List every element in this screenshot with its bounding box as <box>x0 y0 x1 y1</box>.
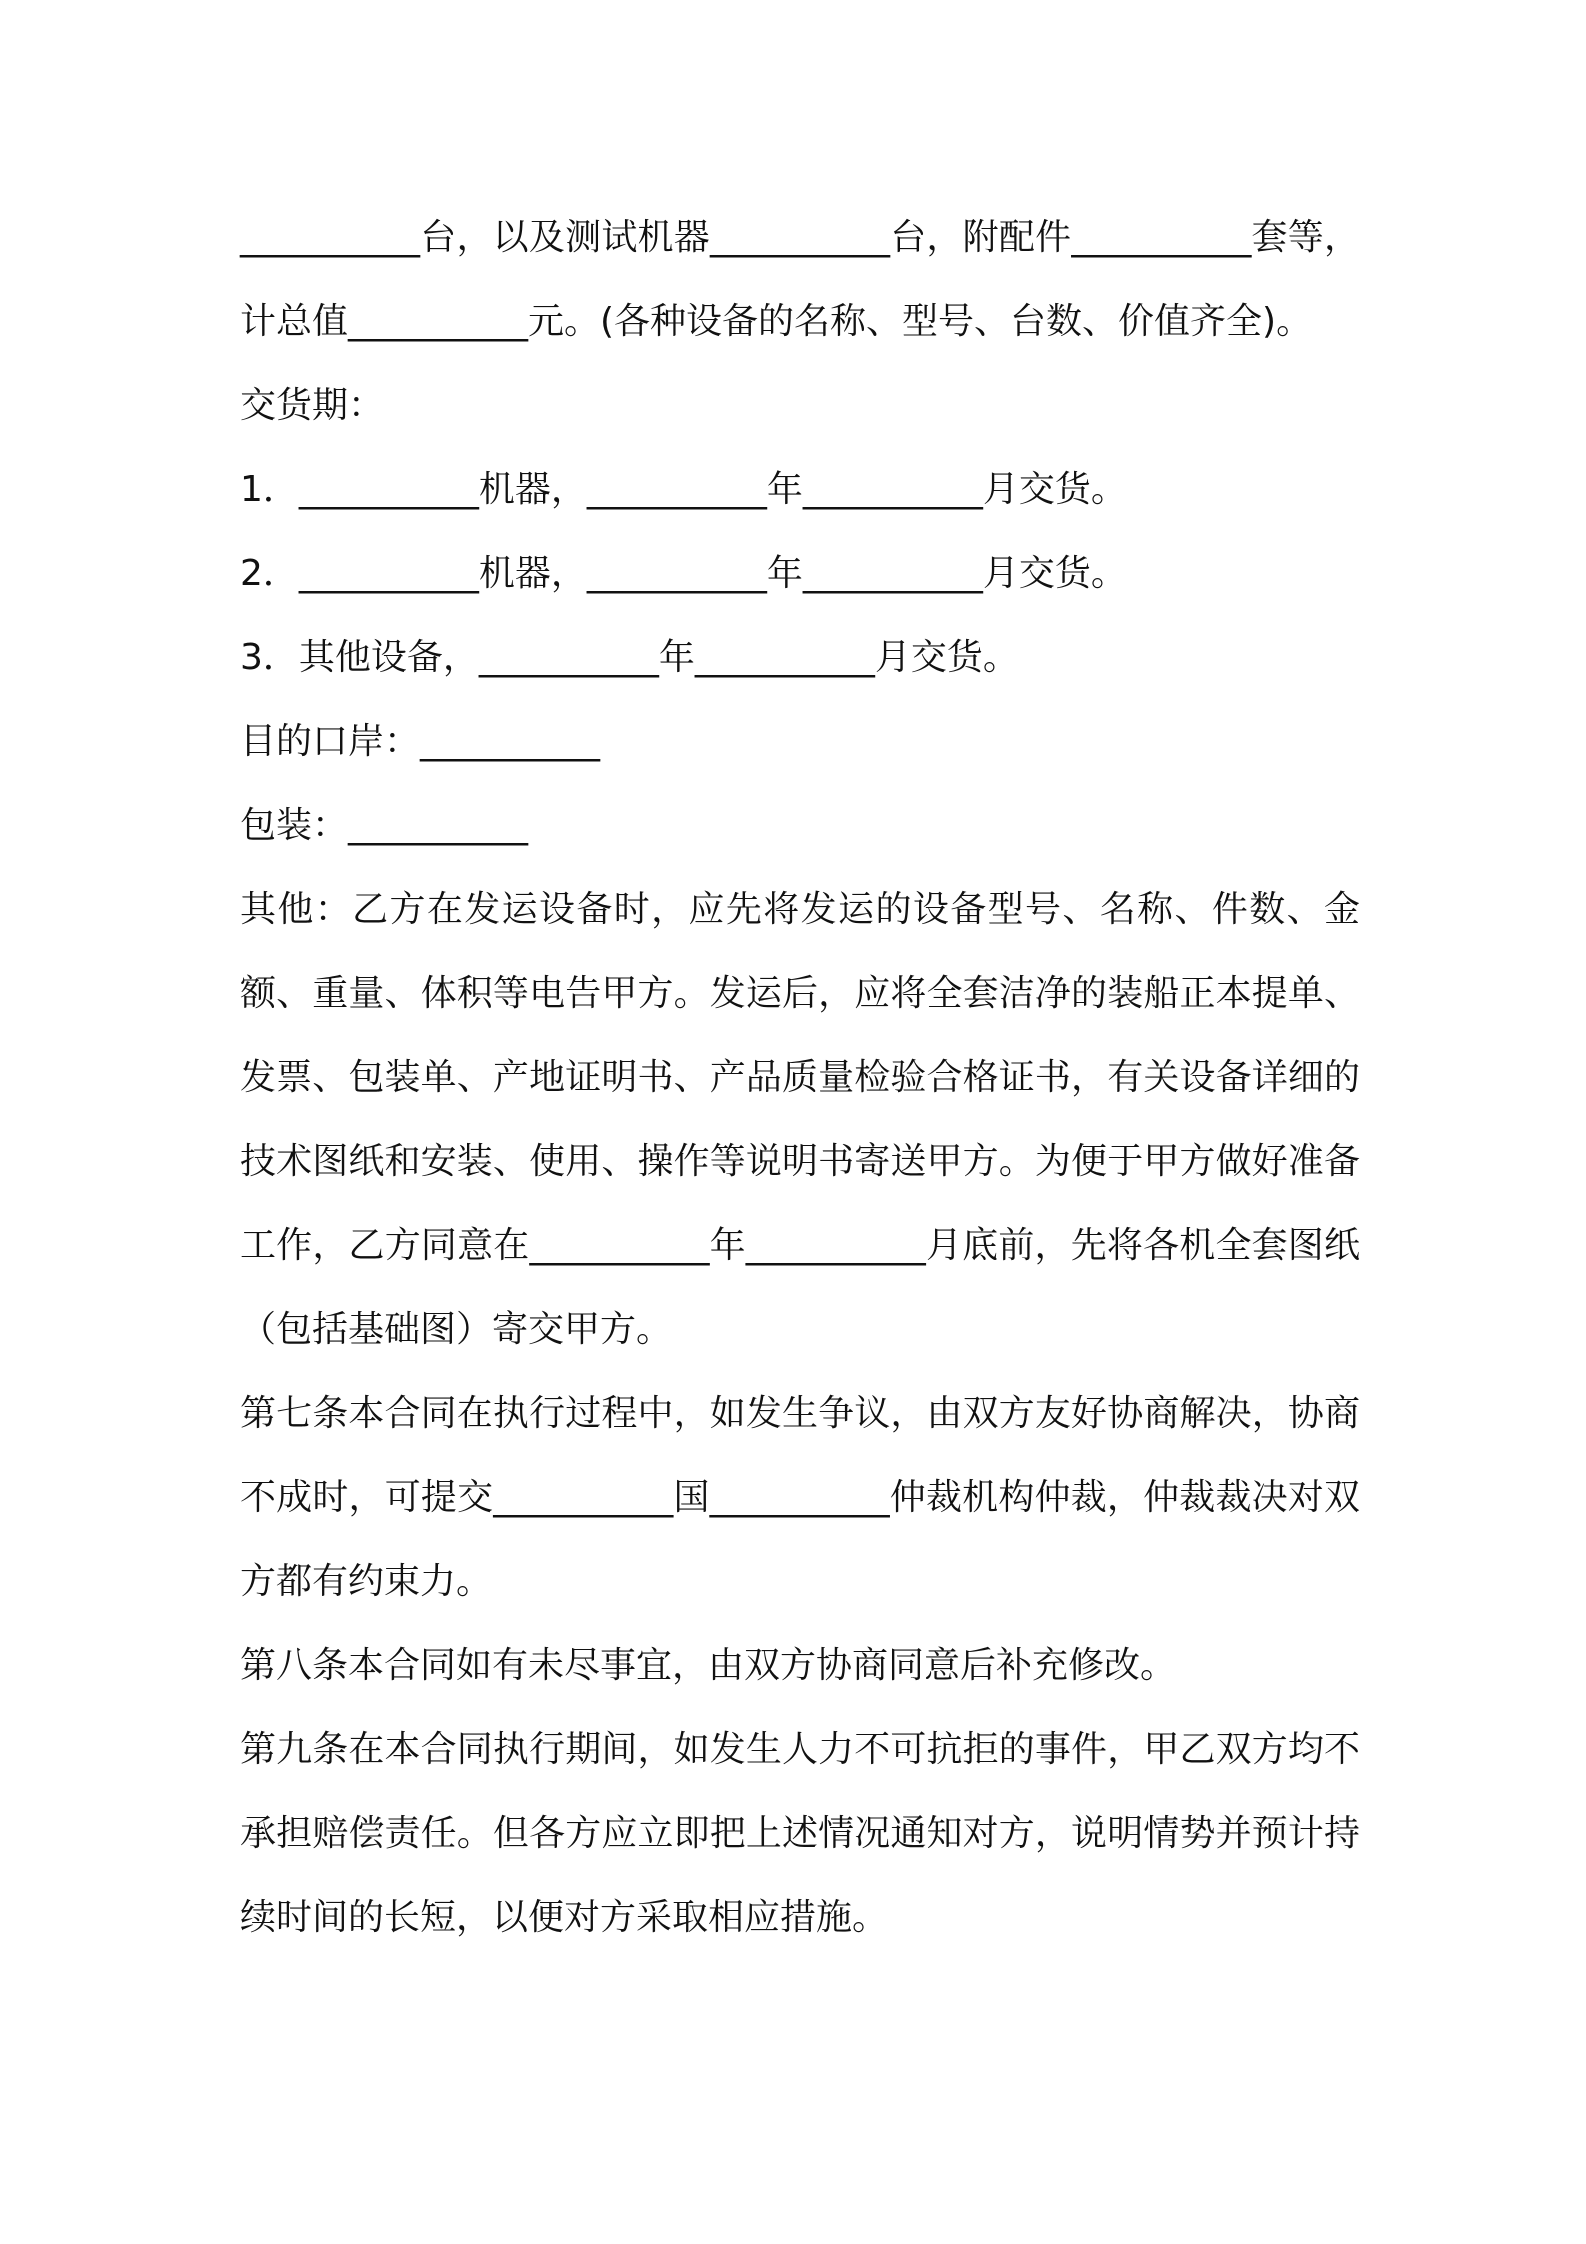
paragraph-destination-port: 目的口岸：__________ <box>240 721 601 762</box>
paragraph-article-7: 第七条本合同在执行过程中，如发生争议，由双方友好协商解决，协商不成时，可提交__________国__________仲裁机构仲裁，仲裁裁决对双方都有约束力。 <box>240 1393 1360 1602</box>
document-body <box>240 196 1360 1960</box>
paragraph-delivery-item-1: 1．__________机器，__________年__________月交货。 <box>240 469 1127 510</box>
paragraph-packaging: 包装：__________ <box>240 805 529 846</box>
paragraph-article-8: 第八条本合同如有未尽事宜，由双方协商同意后补充修改。 <box>240 1645 1177 1686</box>
paragraph-equipment-list: __________台，以及测试机器__________台，附配件__________套等，计总值__________元。(各种设备的名称、型号、台数、价值齐全)。 <box>240 217 1360 342</box>
paragraph-other-terms: 其他：乙方在发运设备时，应先将发运的设备型号、名称、件数、金额、重量、体积等电告甲方。发运后，应将全套洁净的装船正本提单、发票、包装单、产地证明书、产品质量检验合格证书，有关设备详细的技术图纸和安装、使用、操作等说明书寄送甲方。为便于甲方做好准备工作，乙方同意在__________年__________月底前，先将各机全套图纸（包括基础图）寄交甲方。 <box>240 889 1360 1350</box>
paragraph-article-9: 第九条在本合同执行期间，如发生人力不可抗拒的事件，甲乙双方均不承担赔偿责任。但各方应立即把上述情况通知对方，说明情势并预计持续时间的长短，以便对方采取相应措施。 <box>240 1729 1360 1938</box>
paragraph-delivery-item-3: 3．其他设备，__________年__________月交货。 <box>240 637 1019 678</box>
paragraph-delivery-period-heading: 交货期： <box>240 385 385 426</box>
paragraph-delivery-item-2: 2．__________机器，__________年__________月交货。 <box>240 553 1127 594</box>
